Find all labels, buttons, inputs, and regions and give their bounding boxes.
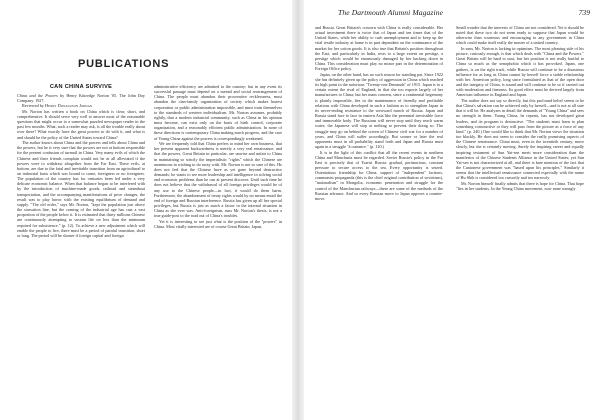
paragraph: Mr. Norton himself finally admits that there is hope for China. That hope "lies in her students. In the Young China movement, now none strongly xyxy=(456,180,584,192)
section-title: PUBLICATIONS xyxy=(78,58,170,70)
left-page xyxy=(0,0,292,420)
running-head xyxy=(312,7,590,19)
right-page xyxy=(304,0,596,420)
right-page-column-2 xyxy=(456,25,584,413)
reviewer-line xyxy=(17,103,145,108)
paragraph: Mr. Norton has written a book on China which is clear, short, and comprehensive. It should serve very well to answer most of the reasonable questions that might occur to a somewhat puzzled newspaper reader in the past few months. What, such a reader may ask, is all the trouble really about over there? What exactly have the great powers to do with it, and what is and should be the policy of the United States toward China? xyxy=(17,108,145,140)
book-info xyxy=(17,93,145,103)
paragraph: Japan, on the other hand, has no such reason for standing pat. Since 1922 she has definitely given up the policy of aggression in China which reached its high point in the notorious "Twenty-one Demands" of 1915. Japan is to a certain extent the rival of England, in that she too exports largely of her manufactures to China; but her main concern, since a continental hegemony is plainly impossible, lies in the maintenance of friendly and profitable relations with China developed in such a fashion as to strengthen Japan in its never-ending resistance to the westward march of Russia. Japan and Russia stand face to face in eastern Asia like the perennial irresistible force and immovable body. The Russians will never stop until they reach warm water; the Japanese will stop at nothing to prevent their doing so. The struggle may go on behind the screen of Chinese civil war for a number of years, and China will suffer accordingly. But sooner or later the real opponents must in all probability stand forth and Japan and Russia must again in a struggle "à outrance." (p. 120.) xyxy=(315,71,443,149)
book-title: China and the Powers xyxy=(17,92,58,98)
magazine-title: The Dartmouth Alumni Magazine xyxy=(338,8,444,17)
page-number: 739 xyxy=(578,8,590,17)
reviewed-by-label: Reviewed by xyxy=(22,103,46,109)
left-page-column-2 xyxy=(154,84,282,412)
page-gutter xyxy=(292,0,304,420)
paragraph: The author does not say so directly, but this profound belief seems to be that China's salvation can be achieved only by herself—and is not at all sure that it will be. He analyzes in detail the demands of "Young China" and sees no strength in them. Young China, he repeats, has not developed great leaders, and its program is destructive. "The students must learn to plan something constructive or they will pass from the picture as a force of any kind." (p. 240.) One would like to think that Mr. Norton views the situation too blackly. He does not seem to consider the really promising aspects of the Chinese renaissance. China must, even in the twentieth century, move slowly, but she is certainly moving. Surely the inspiring career and equally inspiring testament of Sun Yat-sen merit more consideration than the manifestos of the Chinese Students Alliance in the United States; yet Sun Yat-sen is not characterized at all, and there is bare mention of the fact that the Cantonese government was "based upon his principles." Similarly it seems that the intellectual renaissance connected especially with the name of Hu Shih is considered too cursorily and too narrowly. xyxy=(456,97,584,181)
right-page-column-1 xyxy=(315,25,443,413)
paragraph: Yet it is interesting to see just what is the position of the "powers" in China. Most vitally interested are of course Great Britain, Japan, xyxy=(154,218,282,229)
paragraph: It is in the light of this conflict that all the recent events in northern China and Manchuria must be regarded. Soviet Russia's policy in the Far East is precisely that of Tsarist Russia: gradual, pertinacious, constant pressure to secure access to the sea. Every opportunity is seized. Ostentatious friendship for China, support of "independent" factions, communist propaganda (this is the chief original contribution of sovietism), "nationalism" in Mongolia, economic penetration and struggle for the control of the Manchurian railways—these are some of the methods of the Russian advance. And so every Russian move to Japan opposes a counter-move. xyxy=(315,149,443,201)
paragraph: administrative efficiency are admitted to the country; but in any event its successful passage must depend on a mental and social rearrangement of China. The people must abandon their procreative recklessness, must abandon the clan-family organization of society which makes honest corporation or public administration impossible, and must train themselves to the standards of western individualism. Mr. Norton assumes, probably rightly, that a modern industrial community, such as China in his opinion must become, can exist only on the basis of birth control, corporate organization, and a reasonably efficient public administration. In none of these directions is contemporary China making much progress, and the case of Young China against the powers is correspondingly weakened. xyxy=(154,84,282,141)
paragraph: The author knows about China and the powers and tells about China and the powers, but he is very sure that the powers are not at bottom responsible for the present confusion of turmoil in China. Very many evils of which the Chinese and their friends complain would not be at all alleviated if the powers were to withdraw altogether from the Far East. These evils, at bottom, are due to the fatal and inevitable transition from an agricultural to an industrial basis which was bound to come, foreigners or no foreigners. The population of the country has for centuries been fed under a very delicate economic balance. When that balance began to be interfered with by the introduction of machine-made goods, railroad and steamboat transportation, and the accompanying manifestations of price changes, the result was to play havoc with the existing equilibrium of demand and supply. "The old order," says Mr. Norton, "kept the population just above the starvation line, but the coming of the industrial age has cast a vast proportion of the people below it. It is estimated that thirty millions Chinese are continuously attempting to sustain life on less than the minimum required for subsistence." (p. 12). To achieve a new adjustment which will enable the people to live, there must be a period of painful transition, short or long. The period will be shorter if foreign capital and foreign xyxy=(17,140,145,238)
left-page-column-1 xyxy=(17,84,145,412)
article-title: CAN CHINA SURVIVE xyxy=(49,84,113,90)
paragraph: In sum, Mr. Norton is lacking in optimism. The most pleasing side of his picture, curiously enough, is that which deals with "China and the Powers." Great Britain will be hard to oust, but her position is not really hurtful to China so much as the xenophobia which it has provoked. Japan, one gathers, is on the right track, while Russia will continue to be a disastrous influence for as long as China cannot by herself force a stable relationship with her. American policy, long since formulated as that of the open door and the integrity of China, is sound and will continue to be so if carried out with moderation and firmness. Its good effect must be derived largely from American influence in England and Japan. xyxy=(456,46,584,98)
paragraph: We are frequently told that China prefers to mind her own business, that her present apparent backwardness is merely a very real renaissance, and that the powers, Great Britain in particular, are unwise and unfair to China in maintaining so strictly the imperialistic "rights" which the Chinese are unanimous in wishing to do away with. Mr. Norton is not so sure of this. He does not feel that the Chinese have as yet gone beyond destructive demands; he wants to see more leadership and intelligence in solving social and economic problems than he can at present discover. Until such time he does not believe that the withdrawal of all foreign privileges would be of any use to the Chinese people—in fact, it would do them harm. Furthermore, the abandonment of treaty rights would by no means entail the end of foreign and Russian interference. Russia has given up all her special privileges, but Russia is just as much a factor in the internal situation in China as she ever was. Anti-foreignism, runs Mr. Norton's thesis, is not a true guide-post to the road out of China's troubles. xyxy=(154,141,282,219)
paragraph: and Russia. Great Britain's concern with China is really considerable. Her actual investment there is twice that of Japan and ten times that of the United States, while her ability to curb unemployment and to keep up the vital textile industry at home is in part dependent on the continuance of the market for her cotton goods. It is also true that Britain's position throughout the East, and particularly in India, rests to a large extent on prestige, a prestige which would be enormously damaged by her backing down in China. This consideration must play no minor part in the determination of Foreign Office policy. xyxy=(315,25,443,72)
paragraph: Small wonder that the interests of China are not considered. Yet it should be noted that these two do not seem ready to suppose that Japan would be otherwise than courteous and encouraging to any government in China which could make itself really the master of a united country. xyxy=(456,25,584,46)
reviewer-name: Henry Donaldson Jordan xyxy=(45,103,93,109)
book-publication: by Henry Kittredge Norton '05. The John Day Company. 1927. xyxy=(17,92,145,103)
